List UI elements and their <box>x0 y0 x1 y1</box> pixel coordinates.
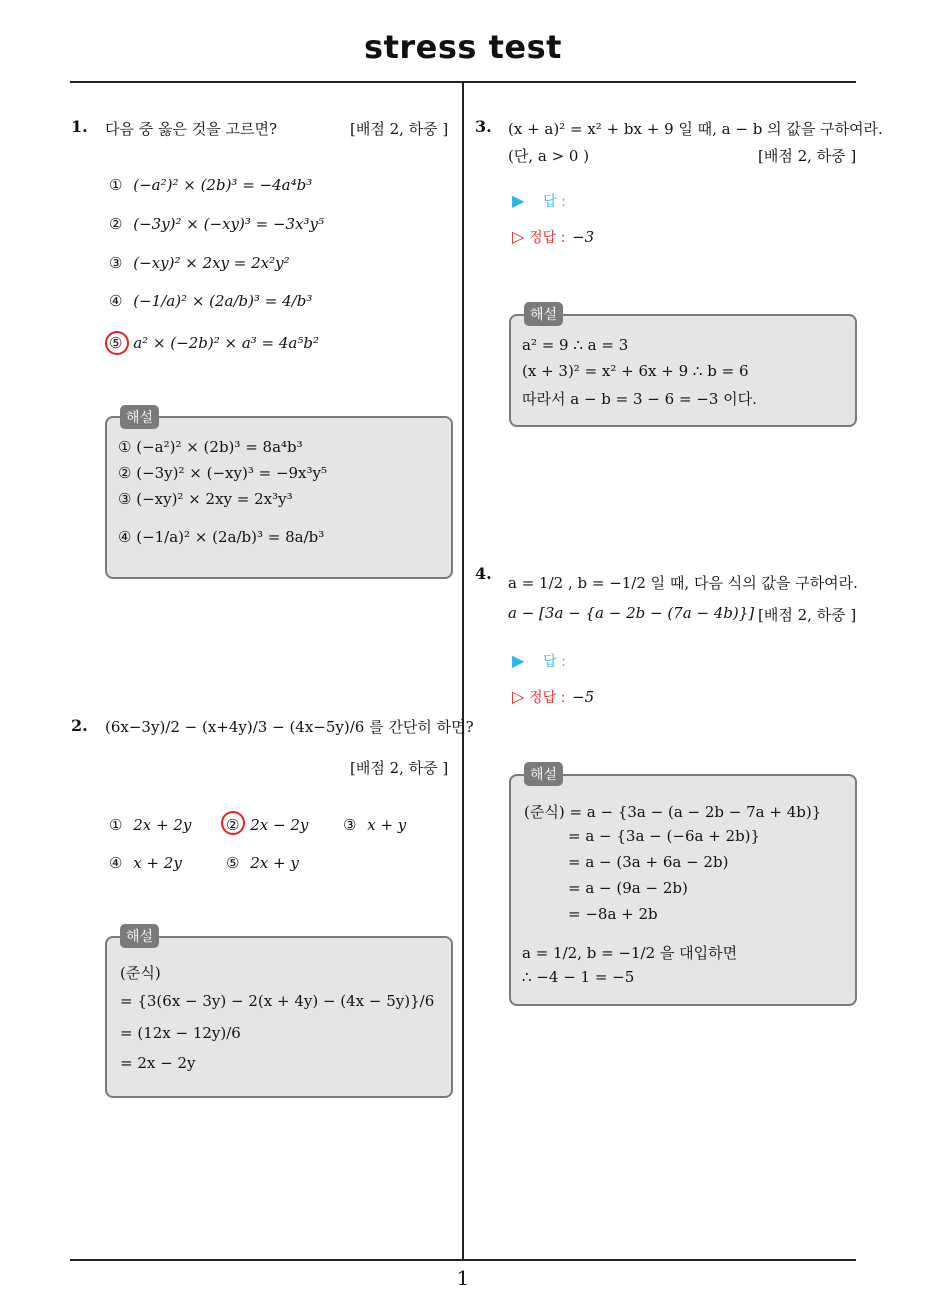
q3-explanation-line-2: (x + 3)² = x² + 6x + 9 ∴ b = 6 <box>522 362 749 380</box>
correct-value: −3 <box>572 228 595 246</box>
q2-option-3[interactable] <box>343 816 406 834</box>
q2-explanation-line-3: = 2x − 2y <box>120 1054 196 1072</box>
q3-question: (x + a)² = x² + bx + 9 일 때, a − b 의 값을 구하여라. <box>508 120 883 138</box>
q2-explanation-line-1: = {3(6x − 3y) − 2(x + 4y) − (4x − 5y)}/6 <box>120 992 435 1010</box>
option-text: a² × (−2b)² × a³ = 4a⁵b² <box>133 334 320 352</box>
option-text: x + 2y <box>133 854 182 872</box>
option-mark: ① <box>109 816 123 834</box>
option-text: 2x + 2y <box>133 816 192 834</box>
triangle-outline-icon: ▷ <box>512 227 525 246</box>
option-mark: ③ <box>109 254 123 272</box>
q4-expression: a − [3a − {a − 2b − (7a − 4b)}] <box>508 604 755 622</box>
q1-question: 다음 중 옳은 것을 고르면? <box>105 120 278 138</box>
q3-explanation-line-1: a² = 9 ∴ a = 3 <box>522 336 629 354</box>
q4-explanation-line-1: (준식) = a − {3a − (a − 2b − 7a + 4b)} <box>524 803 822 821</box>
q4-number: 4. <box>475 564 492 583</box>
q2-explanation-line-2: = (12x − 12y)/6 <box>120 1024 241 1042</box>
q3-explanation-tag: 해설 <box>524 302 563 326</box>
q2-explanation-box <box>105 936 453 1098</box>
q4-explanation-line-7: ∴ −4 − 1 = −5 <box>522 968 635 986</box>
triangle-outline-icon: ▷ <box>512 687 525 706</box>
q1-meta: [배점 2, 하중 ] <box>350 120 449 138</box>
q3-condition: (단, a > 0 ) <box>508 147 590 165</box>
q1-explanation-line-2: ② (−3y)² × (−xy)³ = −9x³y⁵ <box>118 464 328 482</box>
q2-number: 2. <box>71 716 88 735</box>
option-text: (−1/a)² × (2a/b)³ = 4/b³ <box>133 292 313 310</box>
q1-option-3[interactable] <box>109 254 290 272</box>
q3-explanation-line-3: 따라서 a − b = 3 − 6 = −3 이다. <box>522 390 757 408</box>
selected-mark-circle <box>105 331 129 355</box>
q1-explanation-line-1: ① (−a²)² × (2b)³ = 8a⁴b³ <box>118 438 303 456</box>
q4-explanation-tag: 해설 <box>524 762 563 786</box>
q1-option-1[interactable] <box>109 176 312 194</box>
selected-mark-circle <box>221 811 245 835</box>
q2-option-4[interactable] <box>109 854 182 872</box>
option-mark: ② <box>109 215 123 233</box>
option-text: (−xy)² × 2xy = 2x²y² <box>133 254 290 272</box>
q3-meta: [배점 2, 하중 ] <box>758 147 857 165</box>
q1-number: 1. <box>71 117 88 136</box>
q4-explanation-line-2: = a − {3a − (−6a + 2b)} <box>568 827 761 845</box>
q4-explanation-line-3: = a − (3a + 6a − 2b) <box>568 853 729 871</box>
q1-option-5[interactable] <box>109 334 319 352</box>
footer-rule <box>70 1259 856 1261</box>
q2-meta: [배점 2, 하중 ] <box>350 759 449 777</box>
q1-option-2[interactable] <box>109 215 324 233</box>
option-mark: ④ <box>109 292 123 310</box>
option-mark: ⑤ <box>226 854 240 872</box>
q2-option-5[interactable] <box>226 854 299 872</box>
q1-explanation-line-3: ③ (−xy)² × 2xy = 2x³y³ <box>118 490 293 508</box>
q2-explanation-tag: 해설 <box>120 924 159 948</box>
option-mark: ⑤ <box>109 334 123 352</box>
option-text: (−3y)² × (−xy)³ = −3x³y⁵ <box>133 215 325 233</box>
q4-correct-row <box>512 687 594 707</box>
play-icon: ▶ <box>512 191 525 210</box>
option-mark: ④ <box>109 854 123 872</box>
correct-label: 정답 : <box>529 230 566 246</box>
page-number: 1 <box>456 1266 470 1290</box>
q4-answer-row <box>512 651 566 671</box>
page-title: stress test <box>364 28 562 66</box>
option-text: 2x − 2y <box>250 816 309 834</box>
answer-label: 답 : <box>543 194 566 210</box>
q4-explanation-line-6: a = 1/2, b = −1/2 을 대입하면 <box>522 944 738 962</box>
q1-explanation-line-4: ④ (−1/a)² × (2a/b)³ = 8a/b³ <box>118 528 325 546</box>
q3-number: 3. <box>475 117 492 136</box>
column-divider <box>462 82 464 1260</box>
option-mark: ③ <box>343 816 357 834</box>
q2-option-1[interactable] <box>109 816 191 834</box>
option-mark: ② <box>226 816 240 834</box>
q1-explanation-tag: 해설 <box>120 405 159 429</box>
q4-explanation-line-5: = −8a + 2b <box>568 905 658 923</box>
q4-question: a = 1/2 , b = −1/2 일 때, 다음 식의 값을 구하여라. <box>508 574 858 592</box>
q4-explanation-line-4: = a − (9a − 2b) <box>568 879 688 897</box>
q3-answer-row <box>512 191 566 211</box>
correct-label: 정답 : <box>529 690 566 706</box>
correct-value: −5 <box>572 688 595 706</box>
option-text: x + y <box>367 816 407 834</box>
option-text: (−a²)² × (2b)³ = −4a⁴b³ <box>133 176 313 194</box>
q3-correct-row <box>512 227 594 247</box>
option-mark: ① <box>109 176 123 194</box>
q2-explanation-head: (준식) <box>120 964 161 982</box>
answer-label: 답 : <box>543 654 566 670</box>
q1-option-4[interactable] <box>109 292 312 310</box>
play-icon: ▶ <box>512 651 525 670</box>
q4-meta: [배점 2, 하중 ] <box>758 606 857 624</box>
option-text: 2x + y <box>250 854 299 872</box>
q2-question: (6x−3y)/2 − (x+4y)/3 − (4x−5y)/6 를 간단히 하면? <box>105 718 474 736</box>
